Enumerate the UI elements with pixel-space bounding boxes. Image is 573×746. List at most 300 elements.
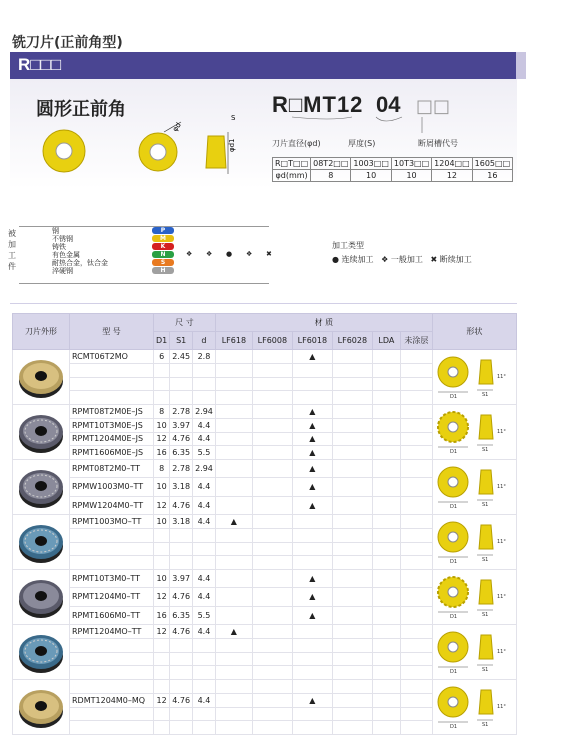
d1-cell: 12 bbox=[154, 432, 170, 446]
shape-drawing-cell bbox=[432, 405, 516, 460]
d-cell bbox=[193, 680, 216, 694]
grade-cell bbox=[372, 606, 400, 624]
s1-cell: 4.76 bbox=[170, 588, 193, 606]
model-cell bbox=[70, 638, 154, 652]
d-cell: 4.4 bbox=[193, 418, 216, 432]
grade-cell bbox=[252, 680, 292, 694]
grade-cell bbox=[372, 446, 400, 460]
insert-photo-cell bbox=[13, 625, 70, 680]
grade-cell bbox=[372, 721, 400, 735]
grade-cell: ▲ bbox=[292, 350, 332, 364]
model-cell bbox=[70, 363, 154, 377]
grade-cell bbox=[372, 496, 400, 514]
model-chipbreaker-box: □□ bbox=[416, 96, 451, 117]
insert-oblique-illustration bbox=[136, 114, 266, 192]
dim-phi-d: φd bbox=[171, 121, 183, 134]
spec-cell: 08T2□□ bbox=[311, 158, 351, 170]
grade-cell bbox=[252, 721, 292, 735]
drawing-label-s1: S1 bbox=[481, 447, 489, 453]
grade-cell: ▲ bbox=[292, 432, 332, 446]
insert-round-illustration bbox=[40, 127, 88, 175]
material-name: 淬硬钢 bbox=[52, 267, 73, 275]
d-cell bbox=[193, 542, 216, 556]
s1-cell bbox=[170, 666, 193, 680]
header-form: 形状 bbox=[432, 314, 516, 350]
d-cell bbox=[193, 652, 216, 666]
caption-thickness: 厚度(S) bbox=[348, 139, 376, 148]
grade-cell bbox=[372, 528, 400, 542]
model-cell: RPMT10T3M0–TT bbox=[70, 570, 154, 588]
grade-cell bbox=[372, 542, 400, 556]
drawing-label-angle: 11° bbox=[496, 484, 506, 490]
s1-cell bbox=[170, 542, 193, 556]
grade-cell bbox=[332, 542, 372, 556]
insert-photo-cell bbox=[13, 405, 70, 460]
s1-cell bbox=[170, 363, 193, 377]
s1-cell bbox=[170, 652, 193, 666]
grade-cell bbox=[400, 556, 432, 570]
header-model: 型 号 bbox=[70, 314, 154, 350]
spec-cell: 10 bbox=[391, 170, 431, 182]
insert-shape-drawing bbox=[433, 625, 515, 677]
grade-cell bbox=[332, 680, 372, 694]
shape-drawing-cell bbox=[432, 460, 516, 515]
d1-cell: 12 bbox=[154, 693, 170, 707]
s1-cell bbox=[170, 707, 193, 721]
model-cell bbox=[70, 391, 154, 405]
insert-photo-cell bbox=[13, 515, 70, 570]
insert-photo-cell bbox=[13, 680, 70, 735]
model-cell bbox=[70, 377, 154, 391]
grade-cell bbox=[292, 515, 332, 529]
grade-cell bbox=[332, 666, 372, 680]
d-cell: 4.4 bbox=[193, 625, 216, 639]
caption-chipbreaker: 断屑槽代号 bbox=[418, 139, 458, 148]
drawing-label-d1: D1 bbox=[449, 614, 457, 620]
grade-cell bbox=[332, 432, 372, 446]
grade-cell bbox=[252, 625, 292, 639]
material-name: 有色金属 bbox=[52, 251, 80, 259]
grade-cell bbox=[332, 363, 372, 377]
d1-cell: 12 bbox=[154, 588, 170, 606]
grade-cell bbox=[215, 460, 252, 478]
s1-cell: 3.18 bbox=[170, 515, 193, 529]
s1-cell: 2.45 bbox=[170, 350, 193, 364]
grade-cell bbox=[372, 391, 400, 405]
grade-cell bbox=[252, 418, 292, 432]
material-row bbox=[26, 259, 270, 267]
grade-cell bbox=[215, 496, 252, 514]
header-grade-lda: LDA bbox=[372, 332, 400, 350]
insert-shape-drawing bbox=[433, 350, 515, 402]
grade-cell bbox=[372, 350, 400, 364]
grade-cell bbox=[215, 707, 252, 721]
grade-cell bbox=[215, 666, 252, 680]
insert-photo bbox=[13, 351, 69, 403]
d1-cell bbox=[154, 528, 170, 542]
spec-cell: 16 bbox=[472, 170, 512, 182]
s1-cell: 2.78 bbox=[170, 405, 193, 419]
grade-cell bbox=[252, 638, 292, 652]
grade-cell bbox=[252, 446, 292, 460]
processing-symbol: ● bbox=[226, 250, 233, 258]
d1-cell: 10 bbox=[154, 515, 170, 529]
grade-cell bbox=[372, 666, 400, 680]
drawing-label-d1: D1 bbox=[449, 724, 457, 730]
table-row bbox=[13, 460, 517, 478]
model-cell bbox=[70, 721, 154, 735]
grade-cell: ▲ bbox=[292, 588, 332, 606]
grade-cell bbox=[332, 638, 372, 652]
d-cell: 4.4 bbox=[193, 432, 216, 446]
insert-catalog-table bbox=[12, 313, 517, 735]
insert-photo-cell bbox=[13, 350, 70, 405]
insert-shape-drawing bbox=[433, 680, 515, 732]
grade-cell bbox=[252, 570, 292, 588]
grade-cell: ▲ bbox=[292, 606, 332, 624]
grade-cell: ▲ bbox=[215, 515, 252, 529]
grade-cell bbox=[400, 625, 432, 639]
grade-cell bbox=[400, 432, 432, 446]
grade-cell bbox=[215, 588, 252, 606]
insert-shape-drawing bbox=[433, 570, 515, 622]
spec-cell: 10 bbox=[351, 170, 391, 182]
grade-cell: ▲ bbox=[215, 625, 252, 639]
drawing-label-s1: S1 bbox=[481, 392, 489, 398]
s1-cell: 6.35 bbox=[170, 446, 193, 460]
grade-cell bbox=[332, 721, 372, 735]
header-grade-lf618: LF618 bbox=[215, 332, 252, 350]
header-d1: D1 bbox=[154, 332, 170, 350]
grade-cell bbox=[292, 721, 332, 735]
insert-photo bbox=[13, 681, 69, 733]
grade-cell bbox=[332, 570, 372, 588]
drawing-label-angle: 11° bbox=[496, 539, 506, 545]
s1-cell bbox=[170, 528, 193, 542]
header-size: 尺 寸 bbox=[154, 314, 216, 332]
d1-cell: 6 bbox=[154, 350, 170, 364]
grade-cell bbox=[215, 556, 252, 570]
spec-cell: 12 bbox=[432, 170, 472, 182]
d1-cell bbox=[154, 363, 170, 377]
drawing-label-s1: S1 bbox=[481, 557, 489, 563]
shape-drawing-cell bbox=[432, 625, 516, 680]
processing-type-title: 加工类型 bbox=[332, 241, 364, 250]
grade-cell bbox=[332, 460, 372, 478]
header-grade-uncoated: 未涂层 bbox=[400, 332, 432, 350]
grade-cell bbox=[332, 625, 372, 639]
grade-cell bbox=[252, 666, 292, 680]
model-cell: RPMT08T2M0–TT bbox=[70, 460, 154, 478]
model-cell bbox=[70, 556, 154, 570]
grade-cell bbox=[252, 693, 292, 707]
material-row bbox=[26, 267, 270, 275]
grade-cell bbox=[215, 391, 252, 405]
grade-cell bbox=[400, 707, 432, 721]
grade-cell bbox=[332, 446, 372, 460]
grade-cell bbox=[252, 542, 292, 556]
d1-cell: 8 bbox=[154, 405, 170, 419]
grade-cell bbox=[215, 606, 252, 624]
grade-cell bbox=[372, 638, 400, 652]
shape-drawing-cell bbox=[432, 515, 516, 570]
drawing-label-angle: 11° bbox=[496, 429, 506, 435]
grade-cell bbox=[252, 377, 292, 391]
s1-cell: 4.76 bbox=[170, 432, 193, 446]
grade-cell bbox=[400, 391, 432, 405]
grade-cell bbox=[215, 405, 252, 419]
d-cell bbox=[193, 707, 216, 721]
grade-cell bbox=[215, 528, 252, 542]
material-row bbox=[26, 251, 270, 259]
grade-cell bbox=[252, 350, 292, 364]
model-cell bbox=[70, 680, 154, 694]
d-cell: 4.4 bbox=[193, 478, 216, 496]
model-cell: RDMT1204M0–MQ bbox=[70, 693, 154, 707]
grade-cell bbox=[372, 652, 400, 666]
drawing-label-d1: D1 bbox=[449, 669, 457, 675]
legend-continuous: ● 连续加工 bbox=[332, 255, 374, 264]
grade-cell bbox=[400, 528, 432, 542]
table-row bbox=[13, 625, 517, 639]
d1-cell bbox=[154, 638, 170, 652]
grade-cell bbox=[372, 556, 400, 570]
table-row bbox=[13, 570, 517, 588]
grade-cell bbox=[252, 588, 292, 606]
grade-cell bbox=[372, 460, 400, 478]
processing-symbol: ❖ bbox=[206, 250, 213, 258]
model-cell: RPMT1606M0–TT bbox=[70, 606, 154, 624]
insert-shape-drawing bbox=[433, 460, 515, 512]
grade-cell bbox=[400, 478, 432, 496]
d-cell: 4.4 bbox=[193, 496, 216, 514]
grade-cell bbox=[215, 363, 252, 377]
material-code-badge: K bbox=[152, 243, 174, 250]
grade-cell bbox=[215, 721, 252, 735]
d-cell: 5.5 bbox=[193, 446, 216, 460]
s1-cell bbox=[170, 680, 193, 694]
grade-cell bbox=[252, 707, 292, 721]
model-thickness-code: 04 bbox=[376, 92, 401, 117]
grade-cell bbox=[215, 652, 252, 666]
grade-cell bbox=[332, 496, 372, 514]
grade-cell bbox=[292, 638, 332, 652]
grade-cell bbox=[215, 680, 252, 694]
insert-type-title: 圆形正前角 bbox=[36, 99, 126, 120]
s1-cell: 4.76 bbox=[170, 625, 193, 639]
grade-cell bbox=[292, 363, 332, 377]
grade-cell bbox=[215, 432, 252, 446]
grade-cell bbox=[252, 556, 292, 570]
d-cell bbox=[193, 528, 216, 542]
d-cell bbox=[193, 363, 216, 377]
grade-cell bbox=[252, 652, 292, 666]
s1-cell: 4.76 bbox=[170, 496, 193, 514]
s1-cell bbox=[170, 377, 193, 391]
diameter-spec-table bbox=[272, 157, 513, 182]
grade-cell bbox=[400, 405, 432, 419]
grade-cell: ▲ bbox=[292, 460, 332, 478]
model-cell: RPMT10T3M0E–JS bbox=[70, 418, 154, 432]
grade-cell bbox=[215, 377, 252, 391]
grade-cell bbox=[215, 570, 252, 588]
grade-cell bbox=[400, 350, 432, 364]
d-cell: 5.5 bbox=[193, 606, 216, 624]
spec-cell: 1204□□ bbox=[432, 158, 472, 170]
grade-cell bbox=[332, 556, 372, 570]
model-cell bbox=[70, 528, 154, 542]
insert-shape-drawing bbox=[433, 515, 515, 567]
grade-cell bbox=[372, 405, 400, 419]
model-code: R□MT12 bbox=[272, 92, 364, 117]
d-cell: 4.4 bbox=[193, 588, 216, 606]
grade-cell bbox=[372, 478, 400, 496]
drawing-label-s1: S1 bbox=[481, 722, 489, 728]
header-material: 材 质 bbox=[215, 314, 432, 332]
table-row bbox=[13, 680, 517, 694]
grade-cell bbox=[252, 391, 292, 405]
spec-row-diameter bbox=[273, 170, 513, 182]
model-cell: RPMT08T2M0E–JS bbox=[70, 405, 154, 419]
grade-cell bbox=[332, 391, 372, 405]
model-cell: RPMT1204M0–TT bbox=[70, 588, 154, 606]
material-code-badge: N bbox=[152, 251, 174, 258]
model-cell: RCMT06T2MO bbox=[70, 350, 154, 364]
grade-cell bbox=[332, 528, 372, 542]
d1-cell bbox=[154, 556, 170, 570]
grade-cell: ▲ bbox=[292, 693, 332, 707]
grade-cell bbox=[372, 515, 400, 529]
grade-cell bbox=[400, 721, 432, 735]
spec-cell: 1605□□ bbox=[472, 158, 512, 170]
grade-cell bbox=[400, 515, 432, 529]
drawing-label-d1: D1 bbox=[449, 394, 457, 400]
s1-cell: 4.76 bbox=[170, 693, 193, 707]
d1-cell bbox=[154, 680, 170, 694]
spec-cell: R□T□□ bbox=[273, 158, 311, 170]
drawing-label-angle: 11° bbox=[496, 594, 506, 600]
d1-cell bbox=[154, 391, 170, 405]
processing-symbol: ❖ bbox=[186, 250, 193, 258]
grade-cell bbox=[372, 363, 400, 377]
grade-cell bbox=[292, 666, 332, 680]
caption-diameter: 刀片直径(φd) bbox=[272, 139, 321, 148]
grade-cell bbox=[215, 638, 252, 652]
grade-cell bbox=[252, 528, 292, 542]
spec-cell: 8 bbox=[311, 170, 351, 182]
insert-shape-drawing bbox=[433, 405, 515, 457]
processing-symbol: ✖ bbox=[266, 250, 272, 258]
grade-cell bbox=[292, 625, 332, 639]
grade-cell bbox=[400, 693, 432, 707]
workpiece-label: 被加工件 bbox=[8, 229, 16, 271]
grade-cell bbox=[292, 391, 332, 405]
grade-cell bbox=[372, 588, 400, 606]
grade-cell bbox=[252, 460, 292, 478]
spec-cell: 1003□□ bbox=[351, 158, 391, 170]
d-cell bbox=[193, 638, 216, 652]
table-row bbox=[13, 515, 517, 529]
header-s1: S1 bbox=[170, 332, 193, 350]
material-row bbox=[26, 243, 270, 251]
series-bar-accent bbox=[516, 52, 526, 79]
grade-cell bbox=[252, 606, 292, 624]
material-code-badge: M bbox=[152, 235, 174, 242]
drawing-label-s1: S1 bbox=[481, 612, 489, 618]
grade-cell bbox=[400, 666, 432, 680]
grade-cell bbox=[372, 625, 400, 639]
grade-cell bbox=[292, 528, 332, 542]
grade-cell bbox=[332, 606, 372, 624]
grade-cell bbox=[372, 432, 400, 446]
grade-cell bbox=[332, 707, 372, 721]
insert-photo bbox=[13, 571, 69, 623]
insert-photo bbox=[13, 406, 69, 458]
d1-cell bbox=[154, 721, 170, 735]
material-code-badge: P bbox=[152, 227, 174, 234]
grade-cell bbox=[332, 588, 372, 606]
drawing-label-angle: 11° bbox=[496, 649, 506, 655]
grade-cell: ▲ bbox=[292, 570, 332, 588]
model-cell: RPMT1003MO–TT bbox=[70, 515, 154, 529]
grade-cell: ▲ bbox=[292, 478, 332, 496]
d1-cell: 12 bbox=[154, 625, 170, 639]
s1-cell bbox=[170, 391, 193, 405]
grade-cell bbox=[372, 377, 400, 391]
model-cell: RPMW1003M0–TT bbox=[70, 478, 154, 496]
model-cell bbox=[70, 542, 154, 556]
d-cell: 2.8 bbox=[193, 350, 216, 364]
grade-cell bbox=[372, 693, 400, 707]
dim-phi-d1: φd1 bbox=[228, 138, 236, 152]
spec-row-codes bbox=[273, 158, 513, 170]
grade-cell bbox=[252, 363, 292, 377]
material-name: 不锈钢 bbox=[52, 235, 73, 243]
grade-cell bbox=[252, 405, 292, 419]
model-cell bbox=[70, 652, 154, 666]
grade-cell bbox=[332, 350, 372, 364]
material-code-badge: S bbox=[152, 259, 174, 266]
s1-cell: 2.78 bbox=[170, 460, 193, 478]
grade-cell bbox=[292, 377, 332, 391]
d-cell bbox=[193, 721, 216, 735]
shape-drawing-cell bbox=[432, 570, 516, 625]
table-row bbox=[13, 350, 517, 364]
grade-cell bbox=[400, 363, 432, 377]
series-bar: R□□□ bbox=[10, 52, 517, 79]
d1-cell: 10 bbox=[154, 478, 170, 496]
shape-drawing-cell bbox=[432, 350, 516, 405]
d1-cell bbox=[154, 707, 170, 721]
grade-cell bbox=[372, 570, 400, 588]
grade-cell bbox=[332, 478, 372, 496]
header-insert-shape: 刀片外形 bbox=[13, 314, 70, 350]
d1-cell: 16 bbox=[154, 446, 170, 460]
s1-cell: 3.18 bbox=[170, 478, 193, 496]
grade-cell bbox=[292, 556, 332, 570]
d-cell bbox=[193, 556, 216, 570]
grade-cell bbox=[332, 377, 372, 391]
drawing-label-s1: S1 bbox=[481, 667, 489, 673]
d-cell bbox=[193, 391, 216, 405]
legend-general: ❖ 一般加工 bbox=[381, 255, 423, 264]
grade-cell: ▲ bbox=[292, 496, 332, 514]
header-grade-lf6008: LF6008 bbox=[252, 332, 292, 350]
grade-cell bbox=[400, 460, 432, 478]
insert-photo bbox=[13, 626, 69, 678]
grade-cell bbox=[292, 542, 332, 556]
dim-s: S bbox=[231, 114, 236, 122]
